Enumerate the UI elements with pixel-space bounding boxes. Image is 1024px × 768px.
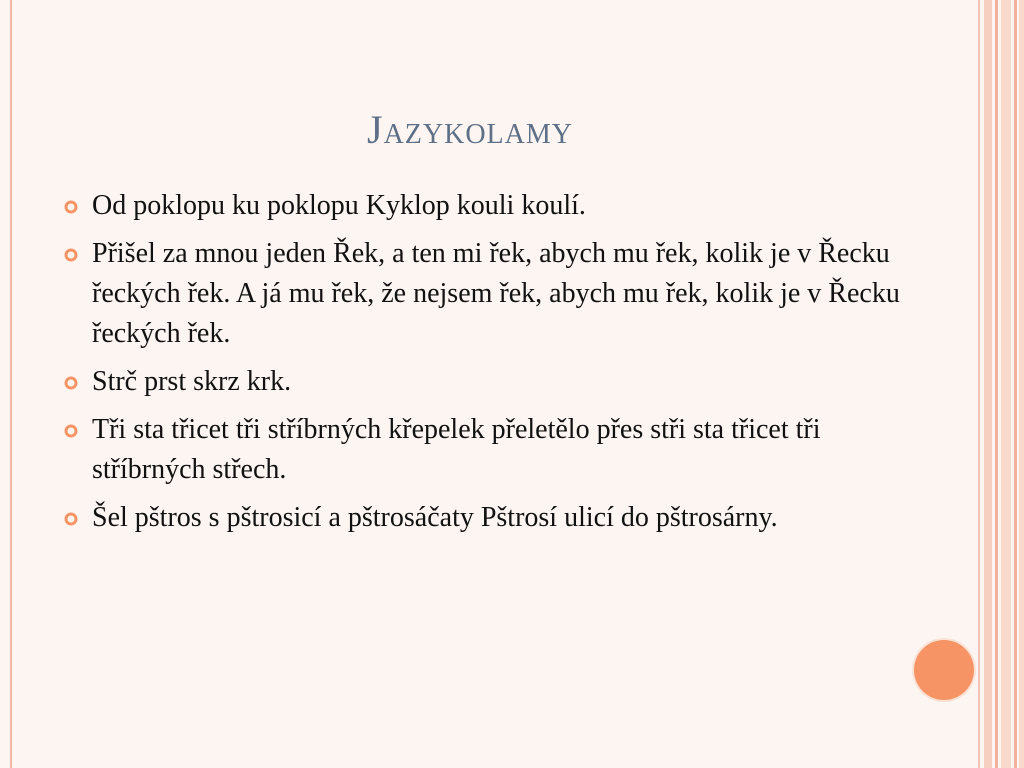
decorative-stripe	[1001, 0, 1011, 768]
list-item	[64, 410, 904, 490]
decorative-circle	[914, 640, 974, 700]
ring-bullet-icon	[64, 376, 78, 390]
bullet-text: Přišel za mnou jeden Řek, a ten mi řek, abych mu řek, kolik je v Řecku řeckých řek. A já mu řek, že nejsem řek, abych mu řek, kolik je v Řecku řeckých řek.	[92, 238, 900, 349]
decorative-stripe	[984, 0, 992, 768]
list-item	[64, 362, 904, 402]
list-item	[64, 498, 904, 538]
bullet-text: Šel pštros s pštrosicí a pštrosáčaty Pštrosí ulicí do pštrosárny.	[92, 502, 778, 533]
slide-title: Jazykolamy	[367, 107, 573, 152]
decorative-stripe	[978, 0, 980, 768]
list-item	[64, 234, 904, 354]
ring-bullet-icon	[64, 424, 78, 438]
bullet-text: Strč prst skrz krk.	[92, 366, 292, 397]
decorative-stripe	[1014, 0, 1017, 768]
decorative-stripe	[995, 0, 998, 768]
ring-bullet-icon	[64, 248, 78, 262]
ring-bullet-icon	[64, 512, 78, 526]
decorative-stripe	[1019, 0, 1024, 768]
bullet-list	[64, 186, 904, 546]
list-item	[64, 186, 904, 226]
bullet-text: Od poklopu ku poklopu Kyklop kouli koulí.	[92, 190, 586, 221]
bullet-text: Tři sta třicet tři stříbrných křepelek přeletělo přes stři sta třicet tři stříbrných střech.	[92, 414, 821, 485]
ring-bullet-icon	[64, 200, 78, 214]
